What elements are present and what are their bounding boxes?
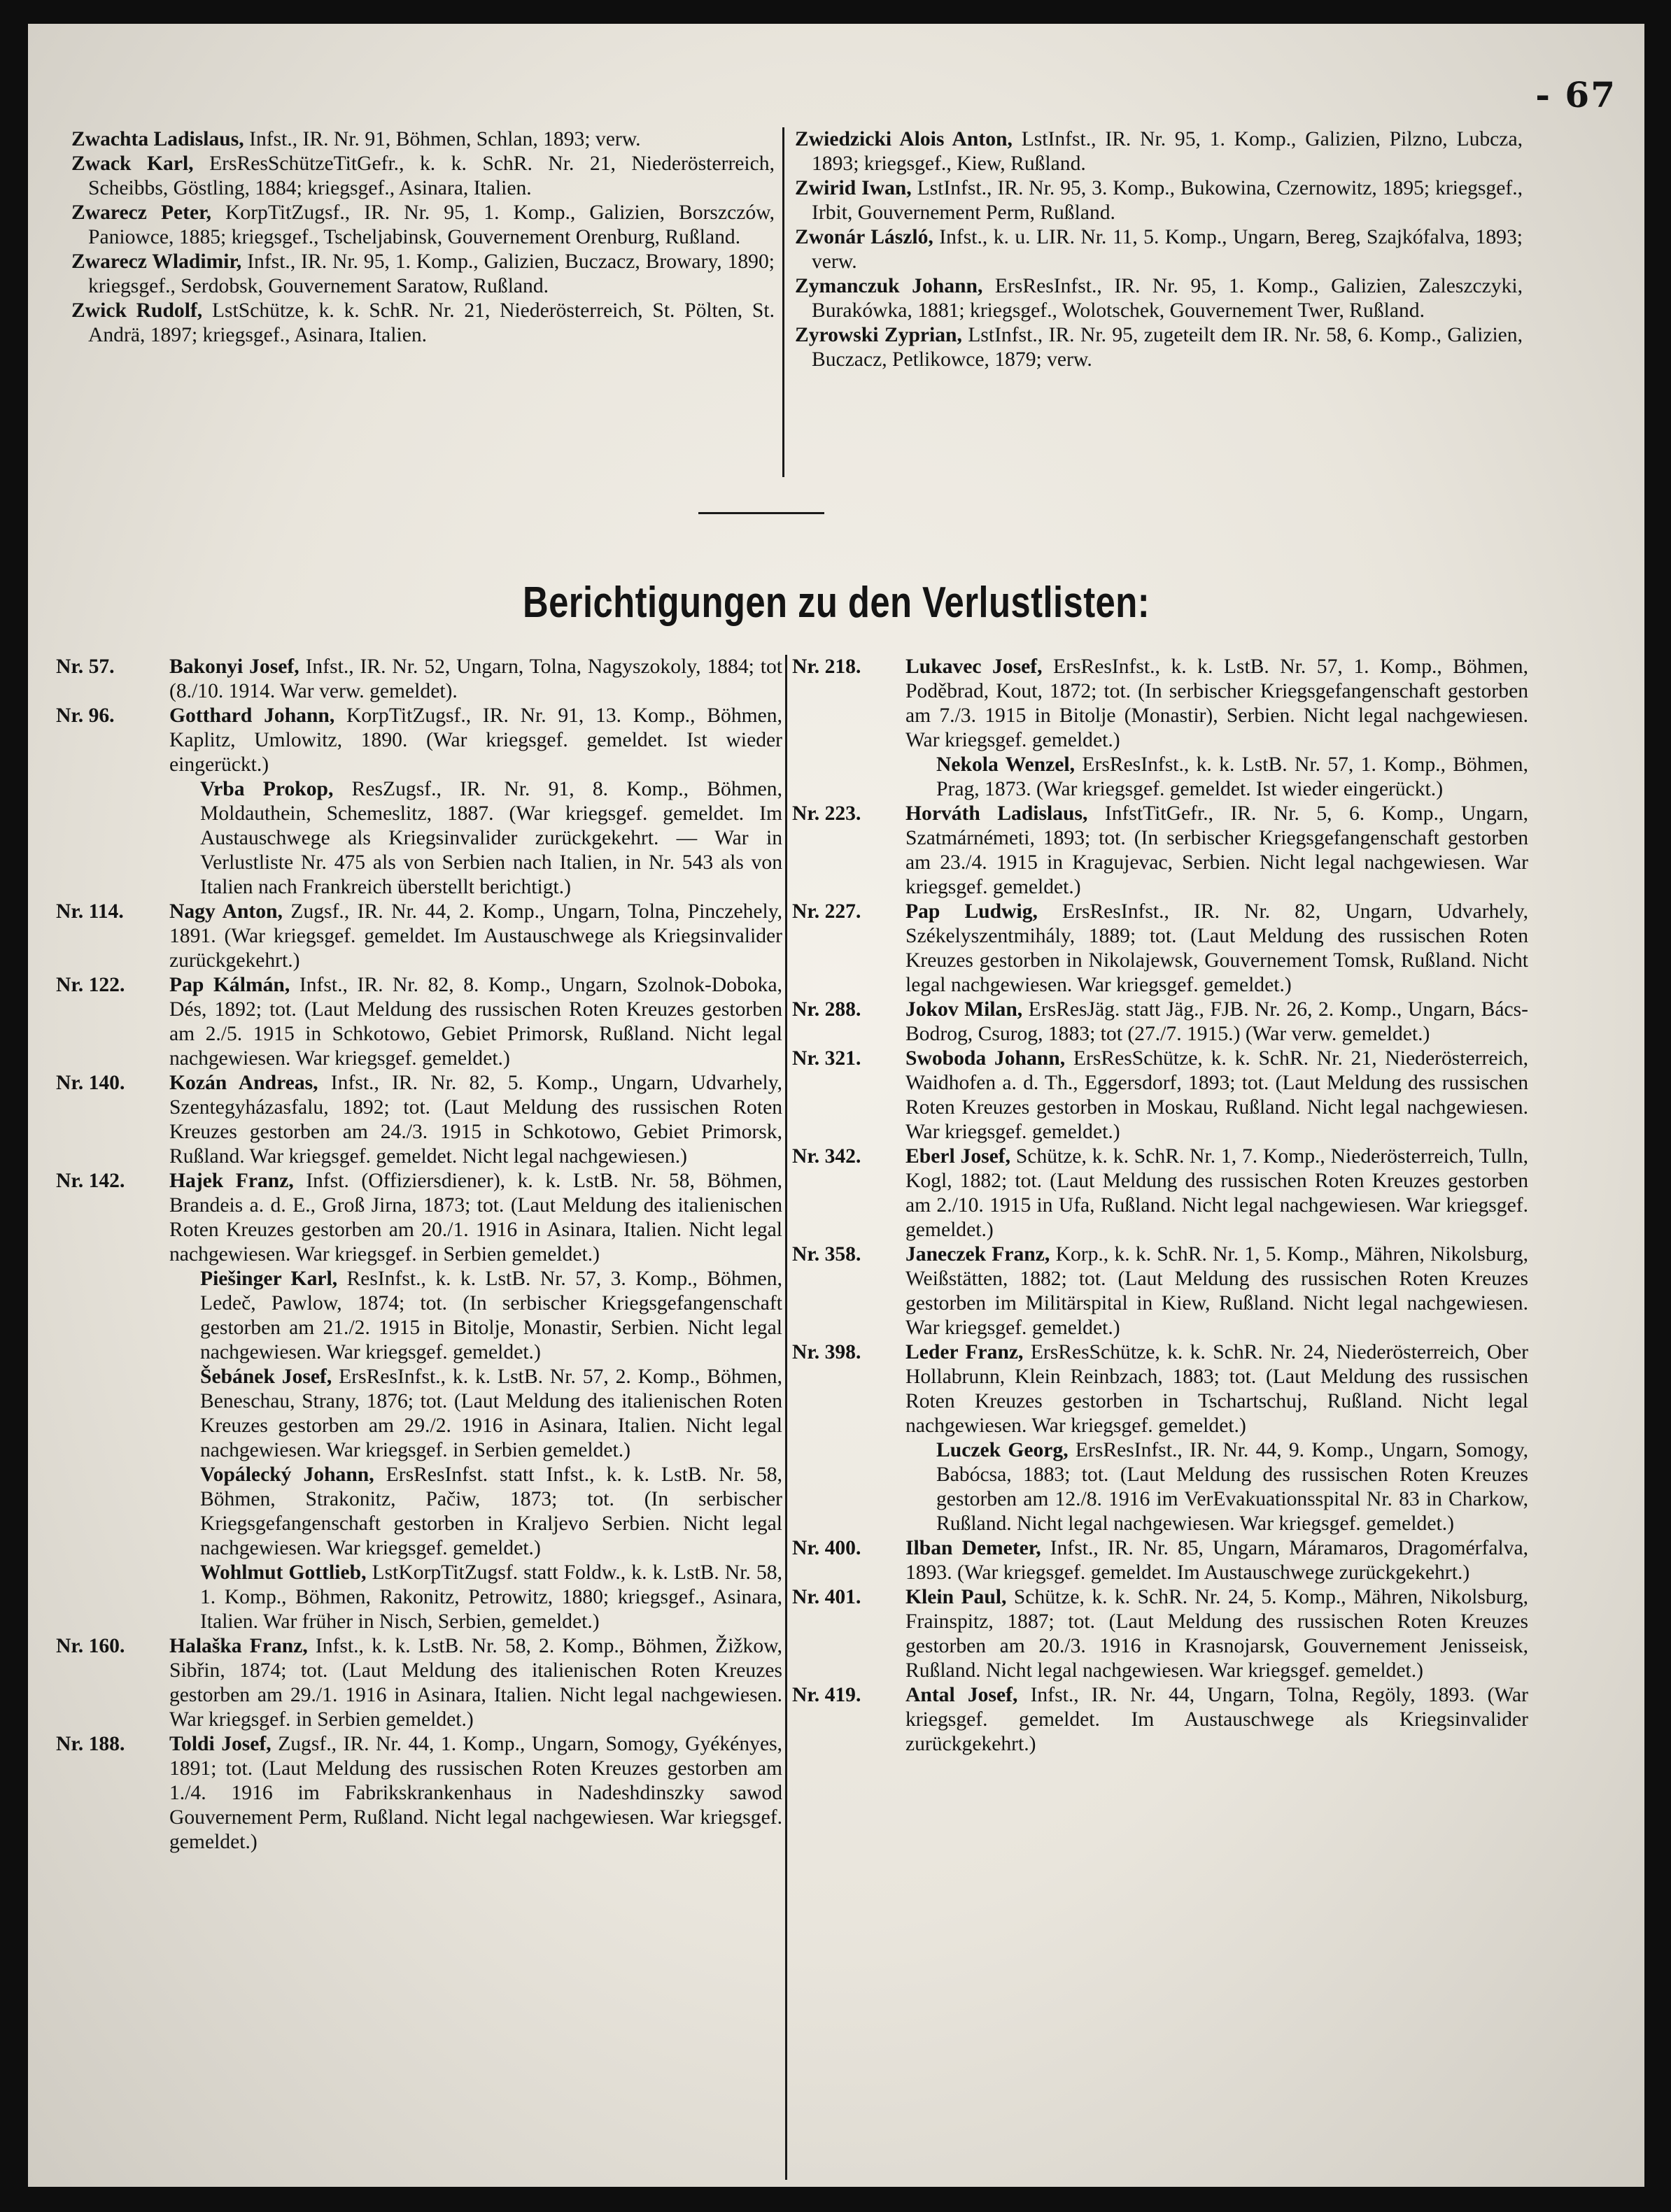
entry-details: Infst., IR. Nr. 95, 1. Komp., Galizien, Buczacz, Browary, 1890; kriegsgef., Serdobsk, Gouvernement Saratow, Rußland. (88, 250, 775, 297)
entry-details: Zugsf., IR. Nr. 44, 1. Komp., Ungarn, Somogy, Gyékényes, 1891; tot. (Laut Meldung des russischen Roten Kreuzes gestorben am 1./4. 1916 im Fabrikskrankenhaus in Nadeshdinszky sawod Gouvernement Perm, Rußland. Nicht legal nachgewiesen. War kriegsgef. gemeldet.) (169, 1733, 782, 1853)
correction-entry (56, 655, 782, 704)
correction-entry (56, 973, 782, 1071)
entry-name: Pap Ludwig, (905, 900, 1038, 923)
column-divider-bottom (785, 655, 787, 2180)
list-number: Nr. 142. (56, 1170, 125, 1192)
entry-details: ErsResSchützeTitGefr., k. k. SchR. Nr. 21, Niederösterreich, Scheibbs, Göstling, 1884; kriegsgef., Asinara, Italien. (88, 153, 775, 199)
entry-details: Infst., k. k. LstB. Nr. 58, 2. Komp., Böhmen, Žižkow, Sibřin, 1874; tot. (Laut Meldung des italienischen Roten Kreuzes gestorben am 29./1. 1916 in Asinara, Italien. Nicht legal nachgewiesen. War kriegsgef. in Serbien gemeldet.) (169, 1635, 782, 1731)
list-number: Nr. 321. (792, 1047, 861, 1070)
correction-sub-entry (936, 753, 1528, 802)
entry-name: Zwarecz Peter, (71, 201, 211, 224)
entry-name: Gotthard Johann, (169, 704, 335, 727)
correction-entry (56, 1169, 782, 1634)
list-number: Nr. 140. (56, 1072, 125, 1094)
entry-details: Infst., k. u. LIR. Nr. 11, 5. Komp., Ungarn, Bereg, Szajkófalva, 1893; verw. (812, 226, 1523, 273)
entry-name: Vopálecký Johann, (200, 1463, 374, 1486)
entry-details: ErsResSchütze, k. k. SchR. Nr. 21, Niederösterreich, Waidhofen a. d. Th., Eggersdorf, 1893; tot. (Laut Meldung des russischen Roten Kreuzes gestorben in Moskau, Rußland. Nicht legal nachgewiesen. War kriegsgef. gemeldet.) (905, 1047, 1529, 1143)
entry-name: Janeczek Franz, (905, 1243, 1050, 1265)
entry-details: Infst., IR. Nr. 91, Böhmen, Schlan, 1893; verw. (249, 128, 641, 150)
entry-name: Piešinger Karl, (200, 1268, 338, 1290)
entry-details: Schütze, k. k. SchR. Nr. 1, 7. Komp., Niederösterreich, Tulln, Kogl, 1882; tot. (Laut Meldung des russischen Roten Kreuzes gestorben am 2./10. 1915 in Ufa, Rußland. Nicht legal nachgewiesen. War kriegsgef. gemeldet.) (905, 1145, 1528, 1241)
entry-name: Leder Franz, (905, 1341, 1024, 1363)
casualty-entry (795, 274, 1523, 323)
list-number: Nr. 57. (56, 655, 115, 678)
correction-sub-entry (200, 1561, 782, 1634)
casualty-entry (71, 299, 775, 348)
correction-entry (792, 1683, 1528, 1757)
entry-name: Antal Josef, (905, 1684, 1018, 1706)
entry-name: Nekola Wenzel, (936, 753, 1076, 776)
list-number: Nr. 114. (56, 900, 124, 923)
entry-details: ErsResInfst., IR. Nr. 95, 1. Komp., Galizien, Zaleszczyki, Burakówka, 1881; kriegsgef., Wolotschek, Gouvernement Twer, Rußland. (812, 275, 1523, 322)
casualty-entry (795, 176, 1523, 225)
correction-sub-entry (200, 1365, 782, 1463)
entry-details: LstInfst., IR. Nr. 95, 3. Komp., Bukowina, Czernowitz, 1895; kriegsgef., Irbit, Gouvernement Perm, Rußland. (812, 177, 1523, 224)
corrections-right-column (792, 655, 1528, 1757)
entry-name: Zwonár László, (795, 226, 933, 248)
correction-entry (792, 1242, 1528, 1340)
entry-details: ErsResInfst., k. k. LstB. Nr. 57, 1. Komp., Böhmen, Prag, 1873. (War kriegsgef. gemeldet. Ist wieder eingerückt.) (936, 753, 1528, 800)
entry-name: Klein Paul, (905, 1586, 1007, 1608)
correction-sub-entry (200, 1267, 782, 1365)
entry-name: Zwarecz Wladimir, (71, 250, 242, 273)
entry-name: Toldi Josef, (169, 1733, 272, 1755)
entry-name: Kozán Andreas, (169, 1072, 318, 1094)
correction-entry (56, 900, 782, 973)
top-right-column (795, 127, 1523, 372)
entry-details: ErsResInfst., IR. Nr. 44, 9. Komp., Ungarn, Somogy, Babócsa, 1883; tot. (Laut Meldung des russischen Roten Kreuzes gestorben am 12./8. 1916 im VerEvakuationsspital Nr. 83 in Charkow, Rußland. Nicht legal nachgewiesen. War kriegsgef. gemeldet.) (936, 1439, 1528, 1535)
column-divider-top (782, 127, 784, 477)
entry-name: Horváth Ladislaus, (905, 802, 1088, 825)
casualty-entry (71, 201, 775, 250)
entry-details: LstKorpTitZugsf. statt Foldw., k. k. LstB. Nr. 58, 1. Komp., Böhmen, Rakonitz, Petrowitz, 1880; kriegsgef., Asinara, Italien. War früher in Nisch, Serbien, gemeldet.) (200, 1561, 783, 1633)
entry-name: Bakonyi Josef, (169, 655, 299, 678)
list-number: Nr. 358. (792, 1243, 861, 1265)
entry-name: Swoboda Johann, (905, 1047, 1066, 1070)
corrections-left-column (56, 655, 782, 1855)
entry-details: LstInfst., IR. Nr. 95, 1. Komp., Galizien, Pilzno, Lubcza, 1893; kriegsgef., Kiew, Rußland. (812, 128, 1523, 175)
entry-name: Nagy Anton, (169, 900, 283, 923)
entry-details: Infst., IR. Nr. 85, Ungarn, Máramaros, Dragomérfalva, 1893. (War kriegsgef. gemeldet. Im Austauschwege zurückgekehrt.) (905, 1537, 1529, 1584)
correction-sub-entry (200, 1463, 782, 1561)
casualty-entry (71, 250, 775, 299)
casualty-entry (795, 225, 1523, 274)
entry-name: Eberl Josef, (905, 1145, 1011, 1168)
casualty-entry (71, 127, 775, 152)
casualty-entry (71, 152, 775, 201)
entry-details: ResZugsf., IR. Nr. 91, 8. Komp., Böhmen, Moldauthein, Schemeslitz, 1887. (War kriegsgef. gemeldet. Im Austauschwege als Kriegsinvalider zurückgekehrt. — War in Verlustliste Nr. 475 als von Serbien nach Italien, in Nr. 543 als von Italien nach Frankreich überstellt berichtigt.) (200, 778, 782, 898)
entry-details: ErsResInfst., IR. Nr. 82, Ungarn, Udvarhely, Székelyszentmihály, 1889; tot. (Laut Meldung des russischen Roten Kreuzes gestorben in Nikolajewsk, Gouvernement Tomsk, Rußland. Nicht legal nachgewiesen. War kriegsgef. gemeldet.) (905, 900, 1528, 996)
correction-entry (792, 655, 1528, 802)
entry-name: Lukavec Josef, (905, 655, 1043, 678)
entry-details: Zugsf., IR. Nr. 44, 2. Komp., Ungarn, Tolna, Pinczehely, 1891. (War kriegsgef. gemeldet. Im Austauschwege als Kriegsinvalider zurückgekehrt.) (169, 900, 783, 972)
entry-details: LstInfst., IR. Nr. 95, zugeteilt dem IR. Nr. 58, 6. Komp., Galizien, Buczacz, Petlikowce, 1879; verw. (812, 324, 1523, 371)
entry-name: Zymanczuk Johann, (795, 275, 983, 297)
document-page (28, 24, 1644, 2187)
list-number: Nr. 96. (56, 704, 115, 727)
correction-sub-entry (936, 1438, 1528, 1536)
correction-entry (792, 1144, 1528, 1242)
list-number: Nr. 288. (792, 998, 861, 1021)
entry-details: ErsResJäg. statt Jäg., FJB. Nr. 26, 2. Komp., Ungarn, Bács-Bodrog, Csurog, 1883; tot (27./7. 1915.) (War verw. gemeldet.) (905, 998, 1528, 1045)
entry-name: Vrba Prokop, (200, 778, 334, 800)
entry-name: Zwick Rudolf, (71, 299, 203, 322)
casualty-entry (795, 127, 1523, 176)
correction-entry (56, 1732, 782, 1855)
section-heading: Berichtigungen zu den Verlustlisten: (522, 579, 1150, 627)
correction-entry (792, 1047, 1528, 1144)
entry-name: Šebánek Josef, (200, 1366, 332, 1388)
list-number: Nr. 401. (792, 1586, 861, 1608)
page-number: - 67 (1535, 74, 1616, 115)
entry-details: Infst., IR. Nr. 82, 8. Komp., Ungarn, Szolnok-Doboka, Dés, 1892; tot. (Laut Meldung des russischen Roten Kreuzes gestorben am 2./5. 1915 in Schkotowo, Gebiet Primorsk, Rußland. Nicht legal nachgewiesen. War kriegsgef. gemeldet.) (169, 974, 783, 1070)
section-rule (698, 512, 824, 514)
entry-name: Zyrowski Zyprian, (795, 324, 962, 346)
list-number: Nr. 122. (56, 974, 125, 996)
correction-entry (56, 704, 782, 900)
list-number: Nr. 342. (792, 1145, 861, 1168)
correction-entry (792, 900, 1528, 998)
entry-details: KorpTitZugsf., IR. Nr. 91, 13. Komp., Böhmen, Kaplitz, Umlowitz, 1890. (War kriegsgef. gemeldet. Ist wieder eingerückt.) (169, 704, 782, 776)
entry-name: Wohlmut Gottlieb, (200, 1561, 367, 1584)
entry-name: Hajek Franz, (169, 1170, 294, 1192)
correction-entry (792, 998, 1528, 1047)
entry-details: ResInfst., k. k. LstB. Nr. 57, 3. Komp., Böhmen, Ledeč, Pawlow, 1874; tot. (In serbischer Kriegsgefangenschaft gestorben am 21./2. 1915 in Bitolje, Monastir, Serbien. Nicht legal nachgewiesen. War kriegsgef. gemeldet.) (200, 1268, 782, 1363)
entry-details: Schütze, k. k. SchR. Nr. 24, 5. Komp., Mähren, Nikolsburg, Frainspitz, 1887; tot. (Laut Meldung des russischen Roten Kreuzes gestorben am 20./3. 1916 in Krasnojarsk, Gouvernement Jenisseisk, Rußland. Nicht legal nachgewiesen. War kriegsgef. gemeldet.) (905, 1586, 1528, 1682)
entry-details: ErsResSchütze, k. k. SchR. Nr. 24, Niederösterreich, Ober Hollabrunn, Klein Reinbzach, 1883; tot. (Laut Meldung des russischen Roten Kreuzes gestorben in Tschartschuj, Rußland. Nicht legal nachgewiesen. War kriegsgef. gemeldet.) (905, 1341, 1528, 1437)
entry-details: Korp., k. k. SchR. Nr. 1, 5. Komp., Mähren, Nikolsburg, Weißstätten, 1882; tot. (Laut Meldung des russischen Roten Kreuzes gestorben im Militärspital in Kiew, Rußland. Nicht legal nachgewiesen. War kriegsgef. gemeldet.) (905, 1243, 1529, 1339)
entry-name: Luczek Georg, (936, 1439, 1069, 1461)
entry-name: Jokov Milan, (905, 998, 1023, 1021)
entry-name: Halaška Franz, (169, 1635, 308, 1657)
entry-details: Infst., IR. Nr. 52, Ungarn, Tolna, Nagyszokoly, 1884; tot (8./10. 1914. War verw. gemeldet). (169, 655, 782, 702)
correction-entry (56, 1071, 782, 1169)
list-number: Nr. 398. (792, 1341, 861, 1363)
entry-name: Pap Kálmán, (169, 974, 290, 996)
correction-entry (792, 802, 1528, 900)
entry-details: LstSchütze, k. k. SchR. Nr. 21, Niederösterreich, St. Pölten, St. Andrä, 1897; kriegsgef., Asinara, Italien. (88, 299, 775, 346)
entry-details: KorpTitZugsf., IR. Nr. 95, 1. Komp., Galizien, Borszczów, Paniowce, 1885; kriegsgef., Tscheljabinsk, Gouvernement Orenburg, Rußland. (88, 201, 775, 248)
casualty-entry (795, 323, 1523, 372)
list-number: Nr. 419. (792, 1684, 861, 1706)
entry-details: Infst., IR. Nr. 44, Ungarn, Tolna, Regöly, 1893. (War kriegsgef. gemeldet. Im Austauschwege als Kriegsinvalider zurückgekehrt.) (905, 1684, 1528, 1755)
list-number: Nr. 223. (792, 802, 861, 825)
entry-name: Zwack Karl, (71, 153, 194, 175)
entry-details: Infst. (Offiziersdiener), k. k. LstB. Nr. 58, Böhmen, Brandeis a. d. E., Groß Jirna, 1873; tot. (Laut Meldung des italienischen Roten Kreuzes gestorben am 20./1. 1916 in Asinara, Italien. Nicht legal nachgewiesen. War kriegsgef. in Serbien gemeldet.) (169, 1170, 783, 1265)
correction-entry (56, 1634, 782, 1732)
entry-details: Infst., IR. Nr. 82, 5. Komp., Ungarn, Udvarhely, Szentegyházasfalu, 1892; tot. (Laut Meldung des russischen Roten Kreuzes gestorben am 24./3. 1915 in Schkotowo, Gebiet Primorsk, Rußland. War kriegsgef. gemeldet. Nicht legal nachgewiesen.) (169, 1072, 782, 1168)
list-number: Nr. 188. (56, 1733, 125, 1755)
entry-details: ErsResInfst., k. k. LstB. Nr. 57, 2. Komp., Böhmen, Beneschau, Strany, 1876; tot. (Laut Meldung des italienischen Roten Kreuzes gestorben am 29./2. 1916 in Asinara, Italien. Nicht legal nachgewiesen. War kriegsgef. in Serbien gemeldet.) (200, 1366, 782, 1461)
correction-entry (792, 1585, 1528, 1683)
list-number: Nr. 227. (792, 900, 861, 923)
correction-entry (792, 1340, 1528, 1536)
correction-sub-entry (200, 777, 782, 900)
top-left-column (71, 127, 775, 348)
entry-name: Zwiedzicki Alois Anton, (795, 128, 1013, 150)
entry-name: Ilban Demeter, (905, 1537, 1041, 1559)
correction-entry (792, 1536, 1528, 1585)
entry-details: ErsResInfst., k. k. LstB. Nr. 57, 1. Komp., Böhmen, Poděbrad, Kout, 1872; tot. (In serbischer Kriegsgefangenschaft gestorben am 7./3. 1915 in Bitolje (Monastir), Serbien. Nicht legal nachgewiesen. War kriegsgef. gemeldet.) (905, 655, 1528, 751)
entry-details: ErsResInfst. statt Infst., k. k. LstB. Nr. 58, Böhmen, Strakonitz, Pačiw, 1873; tot. (In serbischer Kriegsgefangenschaft gestorben in Kraljevo Serbien. Nicht legal nachgewiesen. War kriegsgef. gemeldet.) (200, 1463, 782, 1559)
list-number: Nr. 218. (792, 655, 861, 678)
entry-name: Zwachta Ladislaus, (71, 128, 244, 150)
entry-details: InfstTitGefr., IR. Nr. 5, 6. Komp., Ungarn, Szatmárnémeti, 1893; tot. (In serbischer Kriegsgefangenschaft gestorben am 23./4. 1915 in Kragujevac, Serbien. Nicht legal nachgewiesen. War kriegsgef. gemeldet.) (905, 802, 1528, 898)
list-number: Nr. 400. (792, 1537, 861, 1559)
list-number: Nr. 160. (56, 1635, 125, 1657)
entry-name: Zwirid Iwan, (795, 177, 912, 199)
